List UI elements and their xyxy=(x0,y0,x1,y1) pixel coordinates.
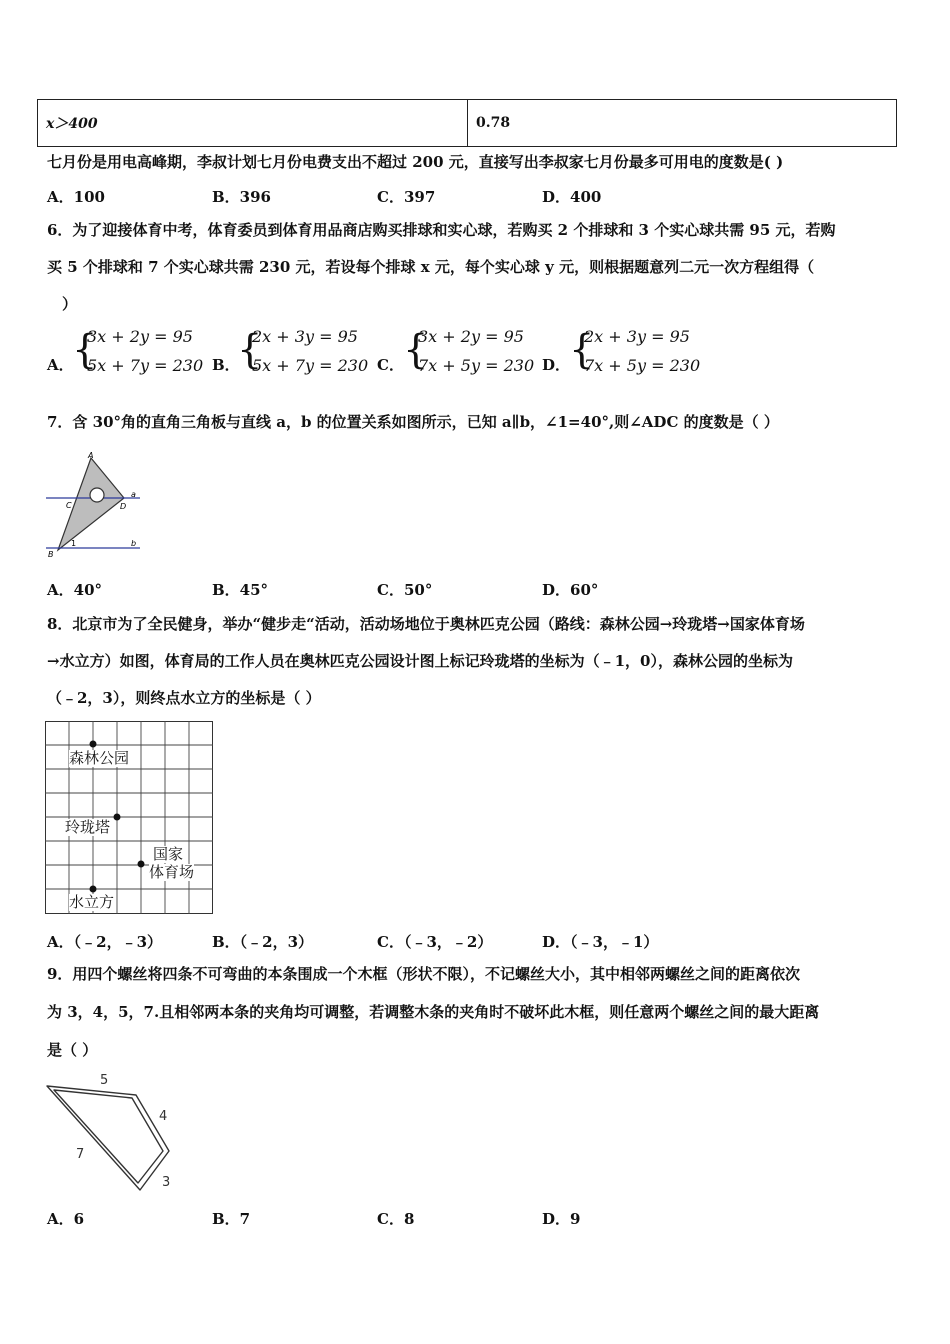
q7-triangle-figure xyxy=(44,450,144,560)
q9-option-d[interactable]: D．9 xyxy=(542,1210,581,1228)
q8-option-c[interactable]: C．（﹣3，﹣2） xyxy=(377,933,493,951)
tower-point xyxy=(114,814,121,821)
label-angle-1: 1 xyxy=(71,539,77,548)
q6-option-d-letter: D． xyxy=(542,356,571,374)
q5-option-c[interactable]: C．397 xyxy=(377,188,436,206)
water-cube-label: 水立方 xyxy=(69,893,115,911)
q6-option-a-eq1: 3x + 2y = 95 xyxy=(87,327,193,346)
brace-icon: { xyxy=(569,327,595,373)
q5-option-d[interactable]: D．400 xyxy=(542,188,602,206)
q6-option-b-eq1: 2x + 3y = 95 xyxy=(252,327,358,346)
table-cell-price: 0.78 xyxy=(468,100,897,147)
q7-option-b[interactable]: B．45° xyxy=(212,581,269,599)
q5-option-a[interactable]: A．100 xyxy=(47,188,105,206)
q8-option-b[interactable]: B．（﹣2，3） xyxy=(212,933,314,951)
q9-wood-frame-figure xyxy=(42,1068,192,1196)
q7-question-text: 7．含 30°角的直角三角板与直线 a，b 的位置关系如图所示，已知 a∥b，∠1=40°,则∠ADC 的度数是（ ） xyxy=(47,413,779,431)
label-b: b xyxy=(131,539,137,548)
q5-option-b[interactable]: B．396 xyxy=(212,188,271,206)
stadium-point xyxy=(138,861,145,868)
stadium-label-line1: 国家 xyxy=(153,845,184,863)
label-B: B xyxy=(48,550,54,559)
q8-option-a[interactable]: A．（﹣2，﹣3） xyxy=(47,933,163,951)
side-length-7: 7 xyxy=(76,1147,85,1162)
ruler-hole xyxy=(90,488,104,502)
forest-park-label: 森林公园 xyxy=(69,749,130,767)
q6-option-b-letter: B． xyxy=(212,356,240,374)
brace-icon: { xyxy=(237,327,263,373)
q6-question-line3: ） xyxy=(62,295,78,313)
q6-option-b-eq2: 5x + 7y = 230 xyxy=(252,356,369,375)
q6-option-a-letter: A． xyxy=(47,356,74,374)
price-table xyxy=(37,99,897,147)
brace-icon: { xyxy=(72,327,98,373)
q7-option-d[interactable]: D．60° xyxy=(542,581,599,599)
frame-inner xyxy=(54,1090,163,1183)
tower-label: 玲珑塔 xyxy=(65,818,111,836)
table-cell-condition: x＞400 xyxy=(38,100,468,147)
q9-question-line1: 9．用四个螺丝将四条不可弯曲的本条围成一个木框（形状不限），不记螺丝大小，其中相邻两螺丝之间的距离依次 xyxy=(47,965,800,983)
water-cube-point xyxy=(90,886,97,893)
q8-option-d[interactable]: D．（﹣3，﹣1） xyxy=(542,933,659,951)
table-row xyxy=(38,100,897,147)
side-length-3: 3 xyxy=(162,1175,171,1190)
q8-question-line3: （﹣2，3），则终点水立方的坐标是（ ） xyxy=(47,689,321,707)
q6-option-d-eq1: 2x + 3y = 95 xyxy=(584,327,690,346)
q8-question-line1: 8．北京市为了全民健身，举办“健步走“活动，活动场地位于奥林匹克公园（路线：森林公园→玲珑塔→国家体育场 xyxy=(47,615,805,633)
q7-option-a[interactable]: A．40° xyxy=(47,581,103,599)
forest-park-point xyxy=(90,741,97,748)
label-a: a xyxy=(131,490,136,499)
q6-option-c-letter: C． xyxy=(377,356,404,374)
side-length-4: 4 xyxy=(159,1109,168,1124)
q6-question-line2: 买 5 个排球和 7 个实心球共需 230 元，若设每个排球 x 元，每个实心球 y 元，则根据题意列二元一次方程组得（ xyxy=(47,258,815,276)
q8-grid-map xyxy=(45,721,213,914)
stadium-label-line2: 体育场 xyxy=(149,863,195,881)
q5-question-text: 七月份是用电高峰期，李叔计划七月份电费支出不超过 200 元，直接写出李叔家七月份最多可用电的度数是( ) xyxy=(47,153,784,171)
q9-question-line2: 为 3，4，5，7.且相邻两本条的夹角均可调整，若调整木条的夹角时不破坏此木框，则任意两个螺丝之间的最大距离 xyxy=(47,1003,820,1021)
brace-icon: { xyxy=(403,327,429,373)
q9-option-b[interactable]: B．7 xyxy=(212,1210,251,1228)
q7-option-c[interactable]: C．50° xyxy=(377,581,433,599)
q9-option-a[interactable]: A．6 xyxy=(47,1210,85,1228)
q6-question-line1: 6．为了迎接体育中考，体育委员到体育用品商店购买排球和实心球，若购买 2 个排球和 3 个实心球共需 95 元，若购 xyxy=(47,221,836,239)
side-length-5: 5 xyxy=(100,1073,109,1088)
q8-question-line2: →水立方）如图，体育局的工作人员在奥林匹克公园设计图上标记玲珑塔的坐标为（﹣1，0），森林公园的坐标为 xyxy=(47,652,793,670)
q9-question-line3: 是（ ） xyxy=(47,1041,98,1059)
label-D: D xyxy=(120,502,127,511)
q9-option-c[interactable]: C．8 xyxy=(377,1210,415,1228)
label-C: C xyxy=(66,501,72,510)
q6-option-a-eq2: 5x + 7y = 230 xyxy=(87,356,204,375)
label-A: A xyxy=(88,451,94,460)
q6-option-d-eq2: 7x + 5y = 230 xyxy=(584,356,701,375)
q6-option-c-eq1: 3x + 2y = 95 xyxy=(418,327,524,346)
q6-option-c-eq2: 7x + 5y = 230 xyxy=(418,356,535,375)
